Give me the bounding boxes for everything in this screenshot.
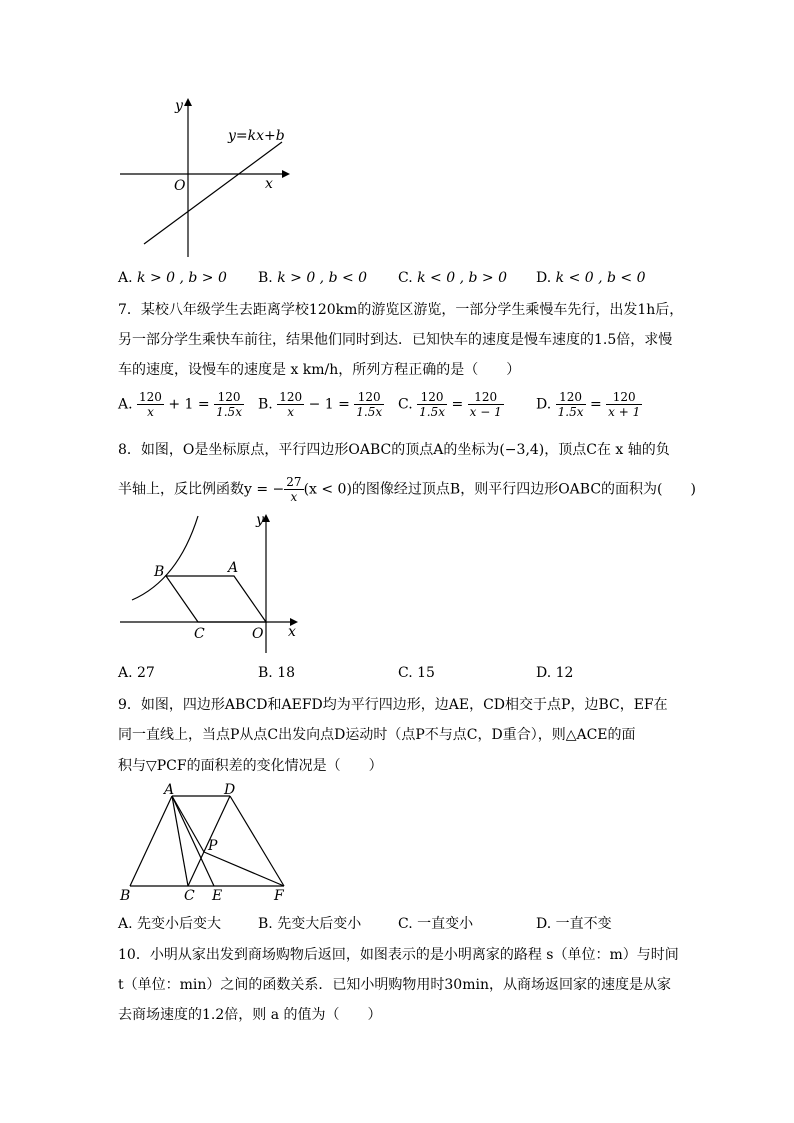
q8-option-b: B. 18 [258,665,296,681]
q9-figure [112,782,302,907]
q8-line-1: 8．如图，O是坐标原点，平行四边形OABC的顶点A的坐标为(−3,4)，顶点C在 x 轴的负 [118,442,670,458]
q9-label-e: E [212,888,223,904]
q8-option-a: A. 27 [118,665,155,681]
q9-line-3: 积与▽PCF的面积差的变化情况是（ ） [118,758,383,774]
q9-label-c: C [184,888,195,904]
q10-line-3: 去商场速度的1.2倍，则 a 的值为（ ） [118,1007,382,1023]
q8-option-c: C. 15 [398,665,435,681]
q9-line-1: 9．如图，四边形ABCD和AEFD均为平行四边形，边AE，CD相交于点P，边BC，EF在 [118,697,668,713]
q8-label-c: C [194,626,205,642]
q6-option-c: C. k < 0 , b > 0 [398,270,507,286]
q6-line-label: y=kx+b [228,128,285,144]
q9-label-p: P [208,838,218,854]
q9-segment-ab [130,796,172,886]
q7-line-1: 7．某校八年级学生去距离学校120km的游览区游览，一部分学生乘慢车先行，出发1h后， [118,302,684,318]
q6-x-arrow [282,170,290,178]
q6-line-kx-b [144,142,282,244]
q6-option-b: B. k > 0 , b < 0 [258,270,368,286]
q9-segment-df [230,796,284,886]
q8-line-2: 半轴上，反比例函数y = − $\frac{27}{x}$ (x < 0)的图像经过顶点B，则平行四边形OABC的面积为( ) [118,475,696,504]
q7-option-d: D. $\frac{120}{1.5x}$ = $\frac{120}{x + 1}$ [536,390,641,419]
q8-hyperbola [132,516,198,600]
q9-option-a: A. 先变小后变大 [118,916,222,932]
q8-graph [118,508,308,658]
q9-option-b: B. 先变大后变小 [258,916,362,932]
q9-label-d: D [224,782,236,798]
q8-parallelogram-oabc [166,576,266,622]
q7-option-b: B. $\frac{120}{x}$ − 1 = $\frac{120}{1.5x}$ [258,390,383,419]
q6-y-arrow [184,98,192,106]
q7-option-a: A. $\frac{120}{x}$ + 1 = $\frac{120}{1.5x}$ [118,390,242,419]
q7-line-2: 另一部分学生乘快车前往，结果他们同时到达．已知快车的速度是慢车速度的1.5倍，求慢 [118,332,673,348]
q10-line-2: t（单位：min）之间的函数关系．已知小明购物用时30min，从商场返回家的速度是从家 [118,977,671,993]
q6-origin-label: O [174,178,186,194]
q6-y-label: y [175,98,183,114]
q9-label-b: B [120,888,131,904]
q7-option-c: C. $\frac{120}{1.5x}$ = $\frac{120}{x - 1}$ [398,390,502,419]
q9-option-c: C. 一直变小 [398,916,474,932]
q9-segment-pf [204,852,284,886]
q7-line-3: 车的速度，设慢车的速度是 x km/h，所列方程正确的是（ ） [118,362,521,378]
q9-option-d: D. 一直不变 [536,916,612,932]
q8-label-a: A [228,560,239,576]
q9-label-f: F [274,888,284,904]
q8-option-d: D. 12 [536,665,574,681]
q10-line-1: 10．小明从家出发到商场购物后返回，如图表示的是小明离家的路程 s（单位：m）与时间 [118,947,679,963]
q6-x-label: x [265,176,273,192]
q9-label-a: A [164,782,175,798]
q6-option-d: D. k < 0 , b < 0 [536,270,646,286]
q9-line-2: 同一直线上，当点P从点C出发向点D运动时（点P不与点C，D重合），则△ACE的面 [118,727,636,743]
q8-label-o: O [252,626,264,642]
q6-option-a: A. k > 0 , b > 0 [118,270,227,286]
q8-label-b: B [154,564,165,580]
q8-y-label: y [256,512,264,528]
q6-graph [110,92,300,262]
q8-x-label: x [288,624,296,640]
